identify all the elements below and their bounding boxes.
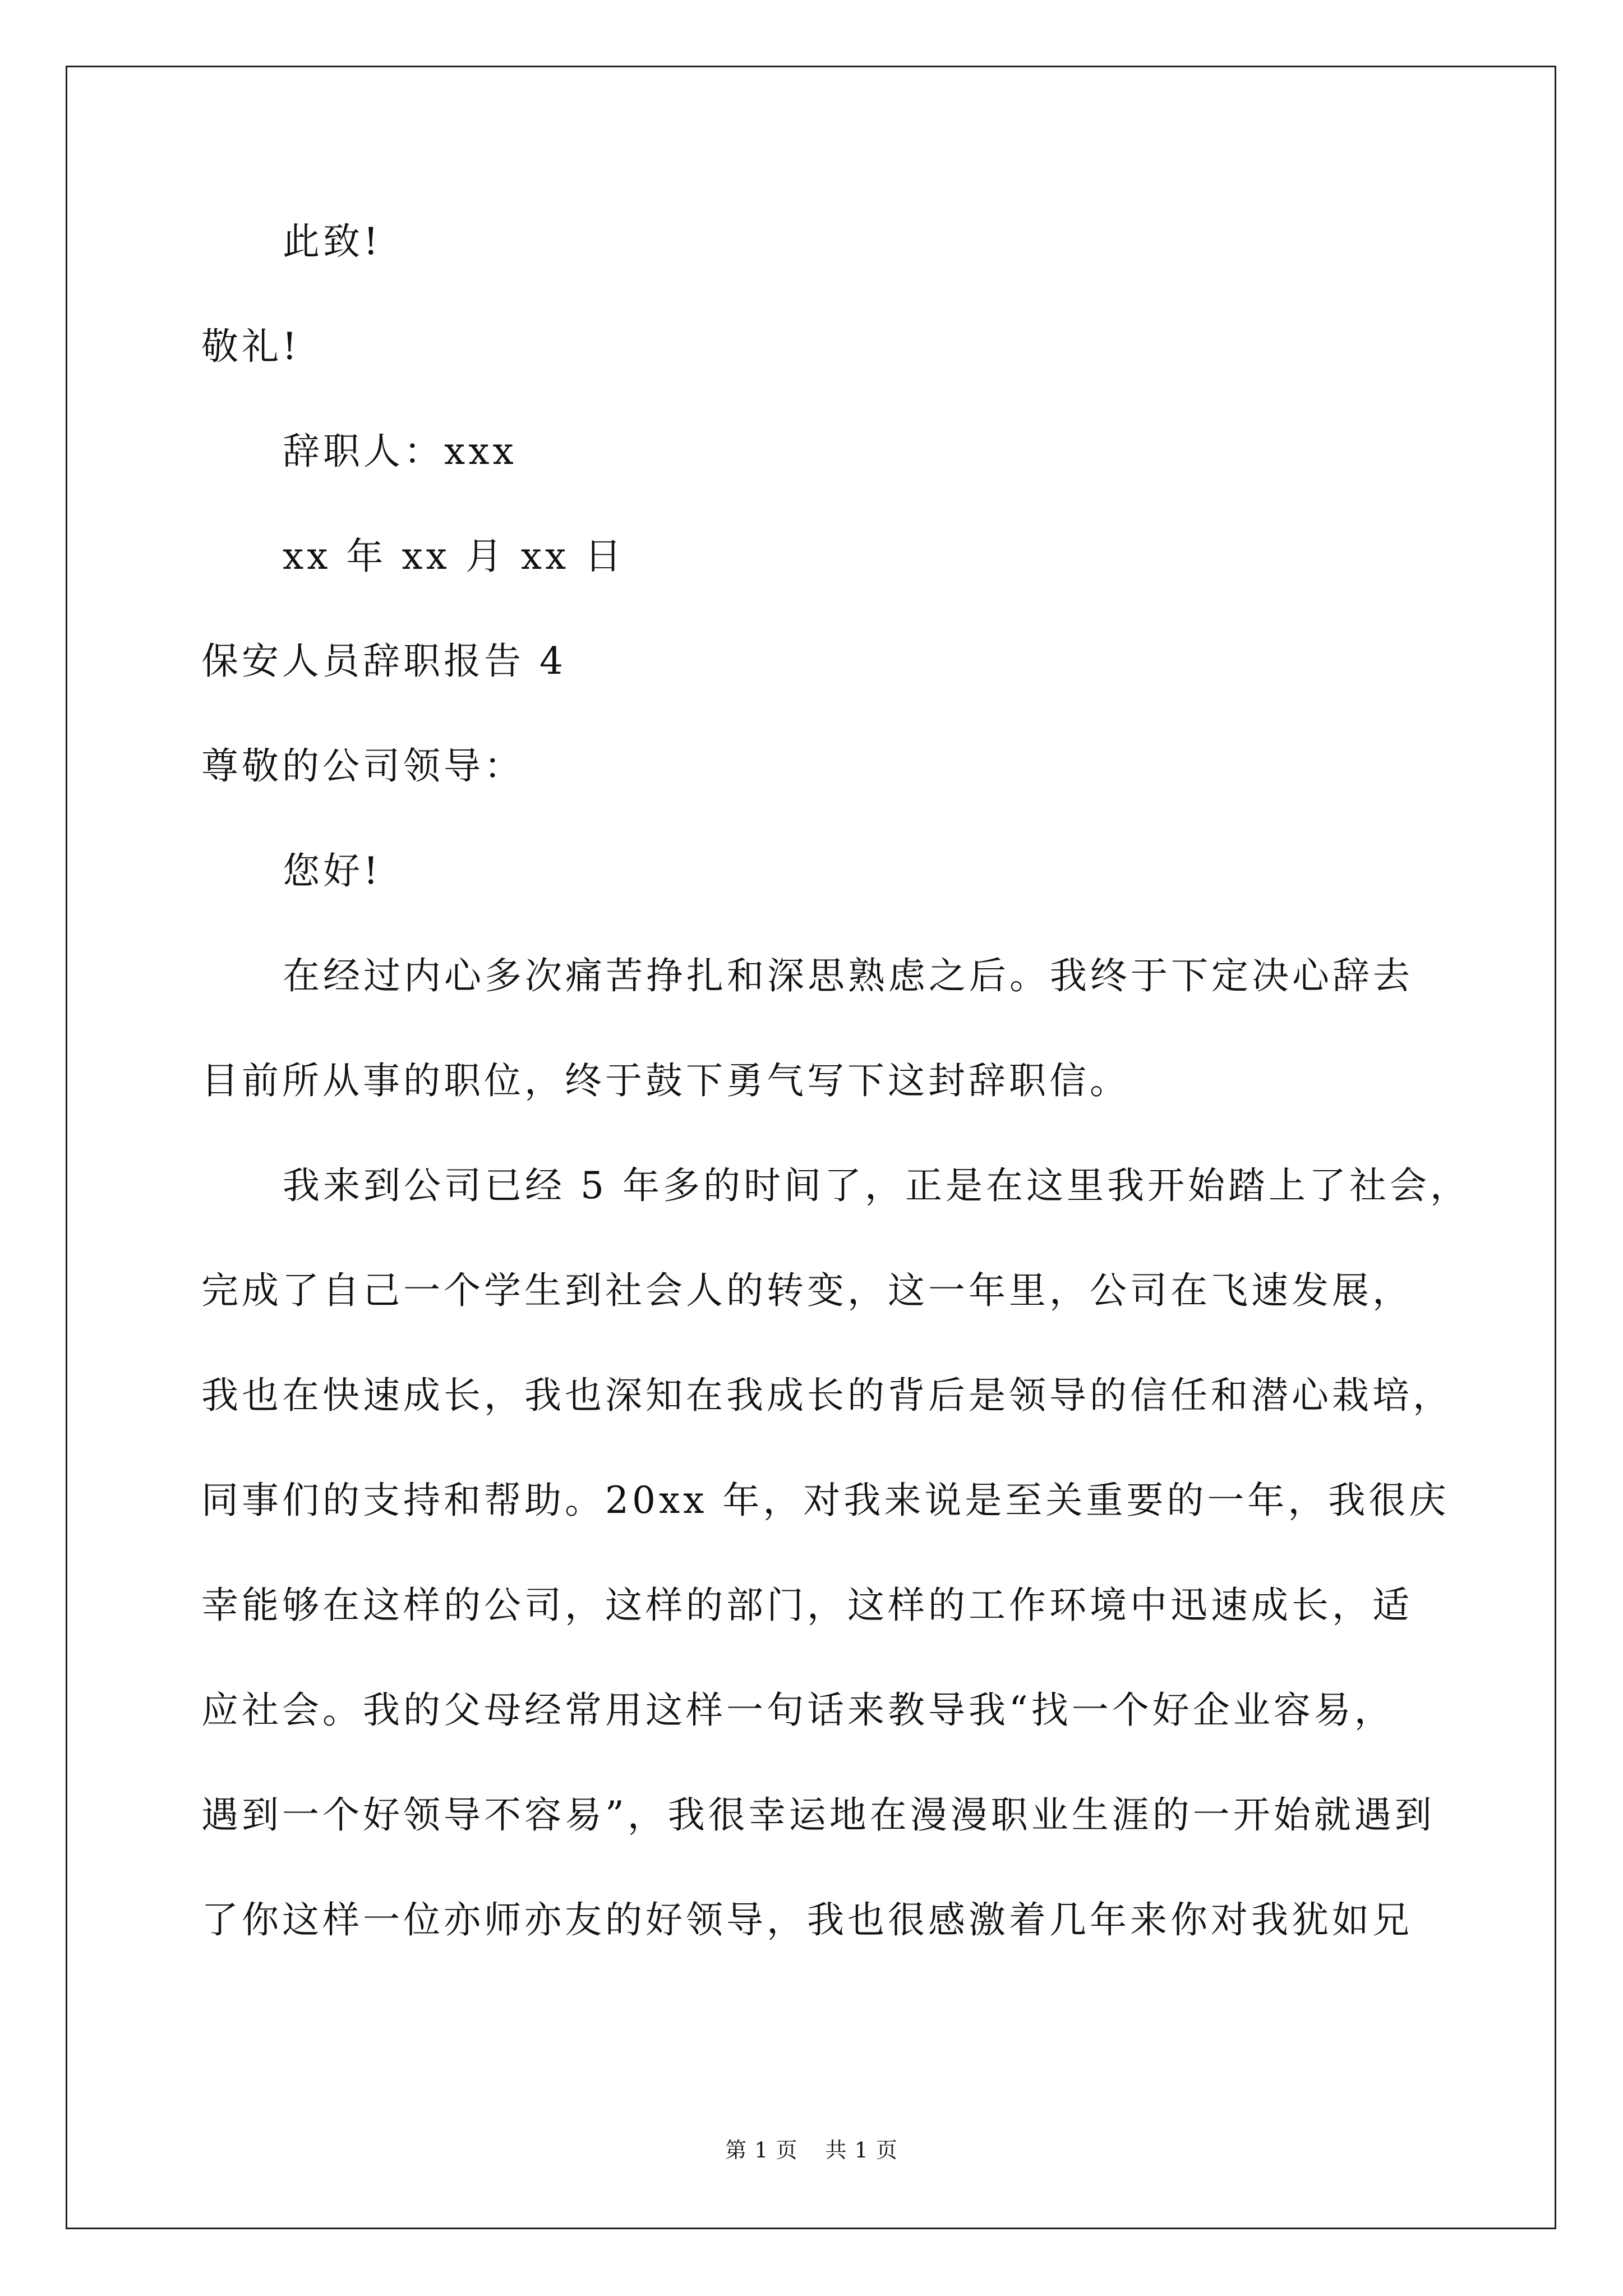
hello-line: 您好! — [283, 849, 382, 892]
salutation-line: 敬礼! — [201, 325, 301, 368]
paragraph-line: 同事们的支持和帮助。20xx 年，对我来说是至关重要的一年，我很庆 — [201, 1479, 1450, 1522]
page-footer — [0, 2139, 1623, 2161]
greeting-line: 尊敬的公司领导： — [201, 744, 524, 788]
paragraph-line: 应社会。我的父母经常用这样一句话来教导我“找一个好企业容易， — [201, 1688, 1395, 1732]
document-body — [201, 220, 1470, 1941]
closing-line: 此致! — [283, 220, 382, 263]
paragraph-line: 遇到一个好领导不容易”，我很幸运地在漫漫职业生涯的一开始就遇到 — [201, 1793, 1435, 1837]
section-title: 保安人员辞职报告 4 — [201, 639, 566, 683]
signer-line: 辞职人：xxx — [283, 430, 517, 473]
page-total: 共 1 页 — [825, 2138, 898, 2162]
paragraph-line: 目前所从事的职位，终于鼓下勇气写下这封辞职信。 — [201, 1059, 1130, 1102]
paragraph-line: 我也在快速成长，我也深知在我成长的背后是领导的信任和潜心栽培， — [201, 1374, 1453, 1417]
page-number: 第 1 页 — [725, 2138, 798, 2162]
paragraph-line: 我来到公司已经 5 年多的时间了，正是在这里我开始踏上了社会， — [283, 1164, 1470, 1207]
paragraph-line: 在经过内心多次痛苦挣扎和深思熟虑之后。我终于下定决心辞去 — [283, 954, 1413, 997]
date-line: xx 年 xx 月 xx 日 — [283, 535, 625, 578]
paragraph-line: 完成了自己一个学生到社会人的转变，这一年里，公司在飞速发展， — [201, 1269, 1413, 1312]
paragraph-line: 了你这样一位亦师亦友的好领导，我也很感激着几年来你对我犹如兄 — [201, 1898, 1413, 1941]
paragraph-line: 幸能够在这样的公司，这样的部门，这样的工作环境中迅速成长，适 — [201, 1584, 1413, 1627]
